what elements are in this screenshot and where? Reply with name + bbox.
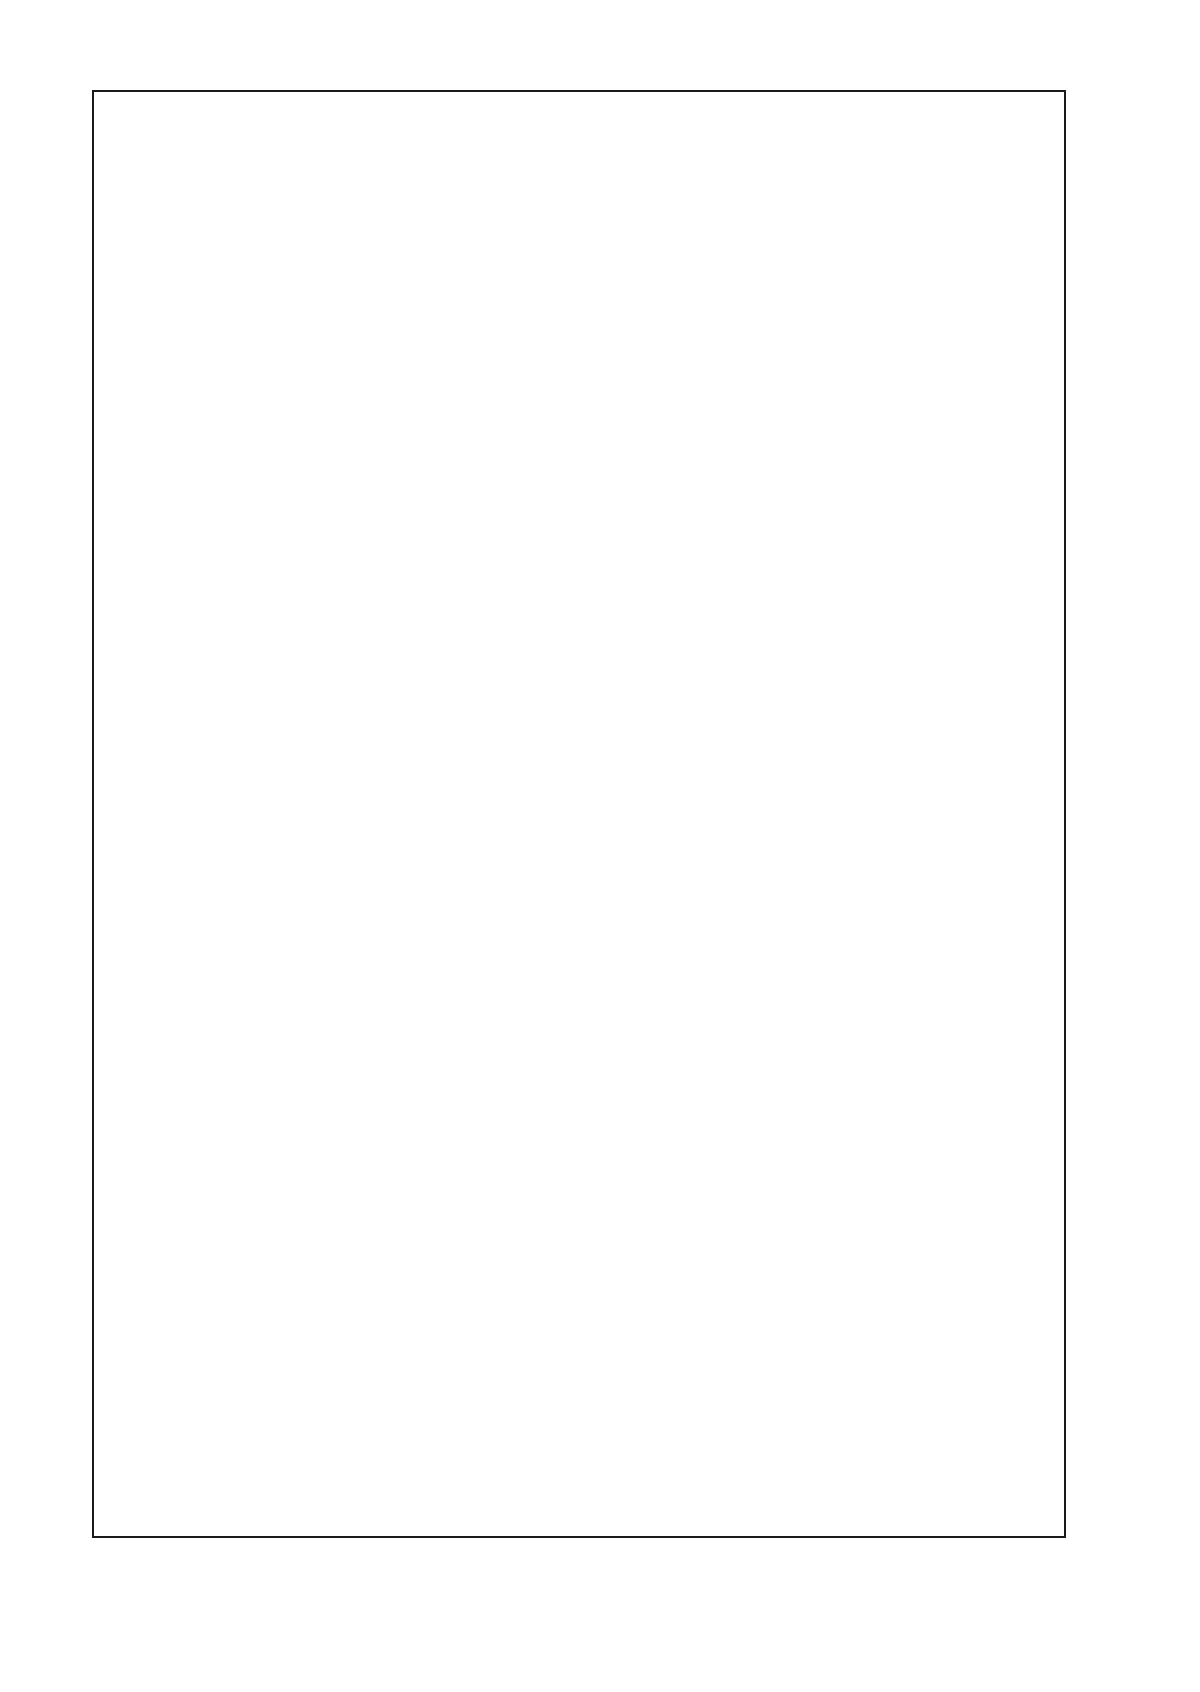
budget-table <box>92 90 1066 1538</box>
table-viewport <box>92 90 1066 1538</box>
